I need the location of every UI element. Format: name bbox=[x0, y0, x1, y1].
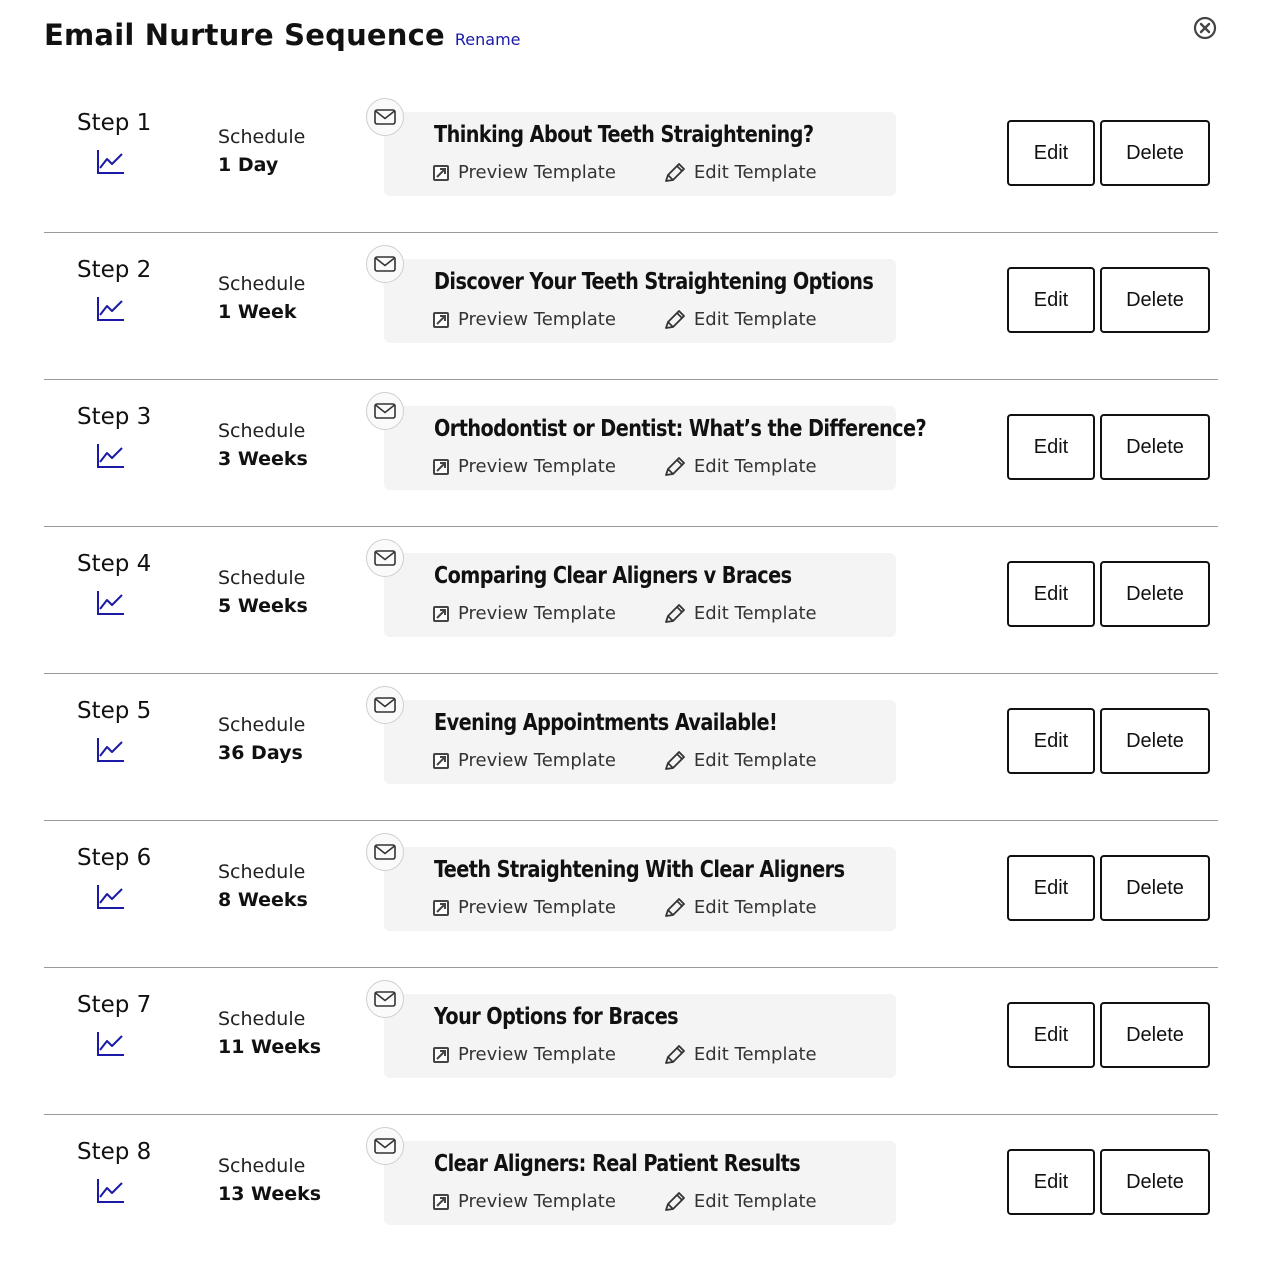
pencil-icon bbox=[664, 604, 686, 624]
card-links bbox=[432, 750, 817, 771]
schedule bbox=[218, 420, 308, 470]
schedule-label: Schedule bbox=[218, 714, 306, 736]
rename-link[interactable]: Rename bbox=[454, 30, 521, 49]
close-icon[interactable] bbox=[1193, 16, 1217, 40]
envelope-icon bbox=[366, 539, 404, 577]
edit-template-link[interactable] bbox=[664, 162, 817, 183]
line-chart-icon[interactable] bbox=[96, 148, 126, 176]
preview-template-label: Preview Template bbox=[458, 1044, 616, 1065]
preview-template-link[interactable] bbox=[432, 309, 616, 330]
schedule-value: 1 Day bbox=[218, 154, 279, 176]
card-links bbox=[432, 309, 817, 330]
edit-template-label: Edit Template bbox=[693, 309, 817, 330]
edit-button[interactable]: Edit bbox=[1007, 855, 1095, 921]
preview-template-link[interactable] bbox=[432, 603, 616, 624]
preview-template-label: Preview Template bbox=[458, 897, 616, 918]
external-link-icon bbox=[432, 752, 450, 770]
schedule-label: Schedule bbox=[218, 861, 306, 883]
preview-template-link[interactable] bbox=[432, 162, 616, 183]
edit-template-link[interactable] bbox=[664, 456, 817, 477]
step-label: Step 2 bbox=[77, 257, 152, 283]
line-chart-icon[interactable] bbox=[96, 1030, 126, 1058]
preview-template-label: Preview Template bbox=[458, 603, 616, 624]
preview-template-link[interactable] bbox=[432, 1191, 616, 1212]
line-chart-icon[interactable] bbox=[96, 1177, 126, 1205]
external-link-icon bbox=[432, 458, 450, 476]
external-link-icon bbox=[432, 311, 450, 329]
schedule bbox=[218, 126, 305, 176]
schedule-value: 1 Week bbox=[218, 301, 297, 323]
edit-template-label: Edit Template bbox=[693, 750, 817, 771]
card-links bbox=[432, 456, 817, 477]
envelope-icon bbox=[366, 833, 404, 871]
schedule bbox=[218, 273, 305, 323]
pencil-icon bbox=[664, 163, 686, 183]
pencil-icon bbox=[664, 898, 686, 918]
line-chart-icon[interactable] bbox=[96, 589, 126, 617]
email-subject: Comparing Clear Aligners v Braces bbox=[434, 563, 792, 589]
schedule bbox=[218, 861, 308, 911]
pencil-icon bbox=[664, 1045, 686, 1065]
external-link-icon bbox=[432, 164, 450, 182]
preview-template-label: Preview Template bbox=[458, 750, 616, 771]
envelope-icon bbox=[366, 245, 404, 283]
pencil-icon bbox=[664, 310, 686, 330]
edit-template-label: Edit Template bbox=[693, 162, 817, 183]
external-link-icon bbox=[432, 605, 450, 623]
schedule bbox=[218, 1008, 321, 1058]
schedule-label: Schedule bbox=[218, 1008, 306, 1030]
edit-button[interactable]: Edit bbox=[1007, 267, 1095, 333]
preview-template-label: Preview Template bbox=[458, 1191, 616, 1212]
email-card bbox=[384, 259, 896, 343]
schedule bbox=[218, 1155, 321, 1205]
email-subject: Clear Aligners: Real Patient Results bbox=[434, 1151, 801, 1177]
email-card bbox=[384, 847, 896, 931]
email-card bbox=[384, 994, 896, 1078]
edit-template-link[interactable] bbox=[664, 603, 817, 624]
edit-template-link[interactable] bbox=[664, 750, 817, 771]
external-link-icon bbox=[432, 899, 450, 917]
delete-button[interactable]: Delete bbox=[1100, 855, 1210, 921]
step-label: Step 6 bbox=[77, 845, 152, 871]
email-card bbox=[384, 1141, 896, 1225]
schedule-value: 36 Days bbox=[218, 742, 303, 764]
envelope-icon bbox=[366, 980, 404, 1018]
edit-button[interactable]: Edit bbox=[1007, 1002, 1095, 1068]
schedule-value: 8 Weeks bbox=[218, 889, 308, 911]
edit-template-link[interactable] bbox=[664, 1044, 817, 1065]
edit-template-label: Edit Template bbox=[693, 603, 817, 624]
step-row-6 bbox=[44, 821, 1218, 968]
preview-template-label: Preview Template bbox=[458, 162, 616, 183]
email-subject: Evening Appointments Available! bbox=[434, 710, 778, 736]
schedule bbox=[218, 714, 305, 764]
step-label: Step 4 bbox=[77, 551, 152, 577]
edit-template-link[interactable] bbox=[664, 897, 817, 918]
edit-template-link[interactable] bbox=[664, 1191, 817, 1212]
edit-template-label: Edit Template bbox=[693, 456, 817, 477]
line-chart-icon[interactable] bbox=[96, 295, 126, 323]
header bbox=[44, 18, 521, 52]
delete-button[interactable]: Delete bbox=[1100, 708, 1210, 774]
email-subject: Thinking About Teeth Straightening? bbox=[434, 122, 814, 148]
email-subject: Orthodontist or Dentist: What’s the Difference? bbox=[434, 416, 927, 442]
line-chart-icon[interactable] bbox=[96, 442, 126, 470]
preview-template-link[interactable] bbox=[432, 1044, 616, 1065]
page-title: Email Nurture Sequence bbox=[44, 18, 445, 52]
delete-button[interactable]: Delete bbox=[1100, 414, 1210, 480]
edit-template-link[interactable] bbox=[664, 309, 817, 330]
envelope-icon bbox=[366, 686, 404, 724]
external-link-icon bbox=[432, 1046, 450, 1064]
edit-button[interactable]: Edit bbox=[1007, 561, 1095, 627]
step-label: Step 3 bbox=[77, 404, 152, 430]
schedule-label: Schedule bbox=[218, 420, 306, 442]
schedule-label: Schedule bbox=[218, 273, 306, 295]
email-subject: Discover Your Teeth Straightening Options bbox=[434, 269, 874, 295]
step-row-7 bbox=[44, 968, 1218, 1115]
edit-button[interactable]: Edit bbox=[1007, 1149, 1095, 1215]
schedule-label: Schedule bbox=[218, 567, 306, 589]
pencil-icon bbox=[664, 1192, 686, 1212]
envelope-icon bbox=[366, 98, 404, 136]
schedule bbox=[218, 567, 308, 617]
edit-template-label: Edit Template bbox=[693, 1191, 817, 1212]
delete-button[interactable]: Delete bbox=[1100, 1149, 1210, 1215]
schedule-label: Schedule bbox=[218, 1155, 306, 1177]
delete-button[interactable]: Delete bbox=[1100, 561, 1210, 627]
edit-button[interactable]: Edit bbox=[1007, 414, 1095, 480]
step-row-3 bbox=[44, 380, 1218, 527]
step-row-8 bbox=[44, 1115, 1218, 1261]
card-links bbox=[432, 897, 817, 918]
line-chart-icon[interactable] bbox=[96, 736, 126, 764]
schedule-value: 11 Weeks bbox=[218, 1036, 322, 1058]
external-link-icon bbox=[432, 1193, 450, 1211]
email-subject: Teeth Straightening With Clear Aligners bbox=[434, 857, 845, 883]
step-label: Step 8 bbox=[77, 1139, 152, 1165]
step-label: Step 7 bbox=[77, 992, 152, 1018]
delete-button[interactable]: Delete bbox=[1100, 120, 1210, 186]
step-row-4 bbox=[44, 527, 1218, 674]
preview-template-link[interactable] bbox=[432, 750, 616, 771]
step-row-2 bbox=[44, 233, 1218, 380]
delete-button[interactable]: Delete bbox=[1100, 1002, 1210, 1068]
email-card bbox=[384, 700, 896, 784]
edit-template-label: Edit Template bbox=[693, 1044, 817, 1065]
email-card bbox=[384, 553, 896, 637]
pencil-icon bbox=[664, 751, 686, 771]
preview-template-link[interactable] bbox=[432, 897, 616, 918]
schedule-value: 5 Weeks bbox=[218, 595, 308, 617]
preview-template-link[interactable] bbox=[432, 456, 616, 477]
preview-template-label: Preview Template bbox=[458, 456, 616, 477]
edit-button[interactable]: Edit bbox=[1007, 120, 1095, 186]
schedule-label: Schedule bbox=[218, 126, 306, 148]
card-links bbox=[432, 1044, 817, 1065]
step-row-1 bbox=[44, 86, 1218, 233]
edit-button[interactable]: Edit bbox=[1007, 708, 1095, 774]
envelope-icon bbox=[366, 392, 404, 430]
email-card bbox=[384, 406, 927, 490]
preview-template-label: Preview Template bbox=[458, 309, 616, 330]
card-links bbox=[432, 603, 817, 624]
card-links bbox=[432, 1191, 817, 1212]
email-subject: Your Options for Braces bbox=[434, 1004, 679, 1030]
card-links bbox=[432, 162, 817, 183]
line-chart-icon[interactable] bbox=[96, 883, 126, 911]
edit-template-label: Edit Template bbox=[693, 897, 817, 918]
steps-list bbox=[44, 86, 1218, 1261]
schedule-value: 3 Weeks bbox=[218, 448, 308, 470]
email-card bbox=[384, 112, 896, 196]
step-row-5 bbox=[44, 674, 1218, 821]
pencil-icon bbox=[664, 457, 686, 477]
schedule-value: 13 Weeks bbox=[218, 1183, 322, 1205]
delete-button[interactable]: Delete bbox=[1100, 267, 1210, 333]
envelope-icon bbox=[366, 1127, 404, 1165]
step-label: Step 1 bbox=[77, 110, 152, 136]
step-label: Step 5 bbox=[77, 698, 152, 724]
